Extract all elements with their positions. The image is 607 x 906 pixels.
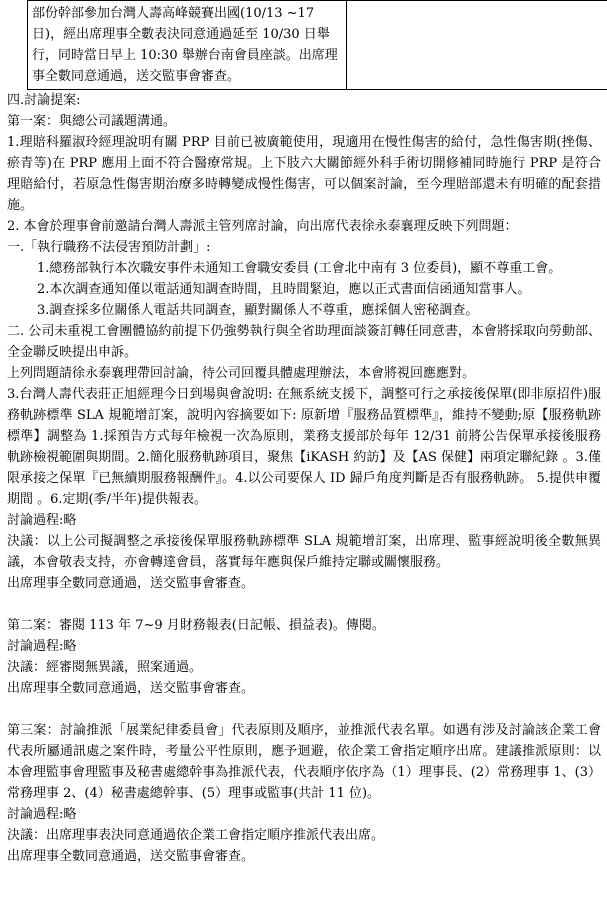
spacer: [7, 699, 601, 720]
case2-resolution: 決議：經審閱無異議，照案通過。: [7, 660, 203, 675]
case1-discussion: 討論過程:略: [7, 513, 77, 528]
table-cell-paragraph: 部份幹部參加台灣人壽高峰競賽出國(10/13 ~17日)，經出席理事全數表決同意通過延至 10/30 日舉行，同時當日早上 10:30 舉辦台南會員座談。出席理事全數同意通過，送交監事會審查。: [32, 6, 338, 84]
case1-resolution: 決議：以上公司擬調整之承接後保單服務軌跡標準 SLA 規範增訂案，出席理、監事經說明後全數無異議，本會敬表支持，亦會轉達會員，落實每年應與保戶維持定聯或關懷服務。: [7, 534, 601, 570]
case1-subheading: 一.「執行職務不法侵害預防計劃」:: [7, 240, 211, 255]
case2-approval: 出席理事全數同意通過，送交監事會審查。: [7, 681, 255, 696]
spacer: [7, 594, 601, 615]
case1-subitem: 3.調查採多位關係人電話共同調查，顯對關係人不尊重，應採個人密秘調查。: [37, 303, 479, 318]
table-row: [28, 1, 607, 90]
case1-subitem: 1.總務部執行本次職安事件未通知工會職安委員 (工會北中南有 3 位委員)，顯不尊重工會。: [37, 261, 562, 276]
table-cell-empty: [347, 1, 607, 90]
case3-approval: 出席理事全數同意通過，送交監事會審查。: [7, 849, 255, 864]
case3-discussion: 討論過程:略: [7, 807, 77, 822]
case3-title: 第三案：討論推派「展業紀律委員會」代表原則及順序，並推派代表名單。如遇有涉及討論該企業工會代表所屬通訊處之案件時，考量公平性原則，應予迴避，依企業工會指定順序出席。建議推派原則：以本會理監事會理監事及秘書處總幹事為推派代表，代表順序依序為（1）理事長、(2）常務理事 1、(3）常務理事 2、(4）秘書處總幹事、(5）理事或監事(共計 11 位)。: [7, 723, 601, 801]
case1-paragraph-4: 二. 公司未重視工會團體協約前提下仍強勢執行與全省助理面談簽訂轉任同意書，本會將採取向勞動部、全金聯反映提出申訴。: [7, 324, 601, 360]
case1-title: 第一案：與總公司議題溝通。: [7, 114, 177, 129]
case1-paragraph-2: 2. 本會於理事會前邀請台灣人壽派主管列席討論，向出席代表徐永泰襄理反映下列問題：: [7, 219, 518, 234]
case2-discussion: 討論過程:略: [7, 639, 77, 654]
table-cell-text: [28, 1, 347, 90]
case1-paragraph-1: 1.理賠科羅淑玲經理說明有關 PRP 目前已被廣範使用，現適用在慢性傷害的給付，急性傷害期(挫傷、瘀青等)在 PRP 應用上面不符合醫療常規。上下肢六大關節經外科手術切開修補同時施行 PRP 是符合理賠給付，若原急性傷害期治療多時轉變成慢性傷害，可以個案討論，至今理賠部還未有明確的配套措施。: [7, 135, 601, 213]
case1-approval: 出席理事全數同意通過，送交監事會審查。: [7, 576, 255, 591]
previous-item-table: [27, 0, 607, 90]
case1-paragraph-6: 3.台灣人壽代表莊正旭經理今日到場與會說明: 在無系統支援下，調整可行之承接後保單(即非原招件)服務軌跡標準 SLA 規範增訂案，說明內容摘要如下: 原新增『服務品質標準』，維持不變動;原【服務軌跡標準】調整為 1.採預告方式每年檢視一次為原則，業務支援部於每年 12/31 前將公告保單承接後服務軌跡檢視範圍與期間。2.簡化服務軌跡項目，聚焦【iKASH 約訪】及【AS 保健】兩項定聯紀錄 。3.僅限承接之保單『已無續期服務報酬件』。4.以公司要保人 ID 歸戶角度判斷是否有服務軌跡。 5.提供申覆期間 。6.定期(季/半年)提供報表。: [7, 387, 601, 507]
case3-resolution: 決議：出席理事表決同意通過依企業工會指定順序推派代表出席。: [7, 828, 385, 843]
section-heading: 四.討論提案:: [7, 93, 81, 108]
case1-paragraph-5: 上列問題請徐永泰襄理帶回討論，待公司回覆具體處理辦法，本會將視回應應對。: [7, 366, 476, 381]
case2-title: 第二案：審閱 113 年 7~9 月財務報表(日記帳、損益表)。傳閱。: [7, 618, 385, 633]
case1-subitem: 2.本次調查通知僅以電話通知調查時間，且時間緊迫，應以正式書面信函通知當事人。: [37, 282, 531, 297]
